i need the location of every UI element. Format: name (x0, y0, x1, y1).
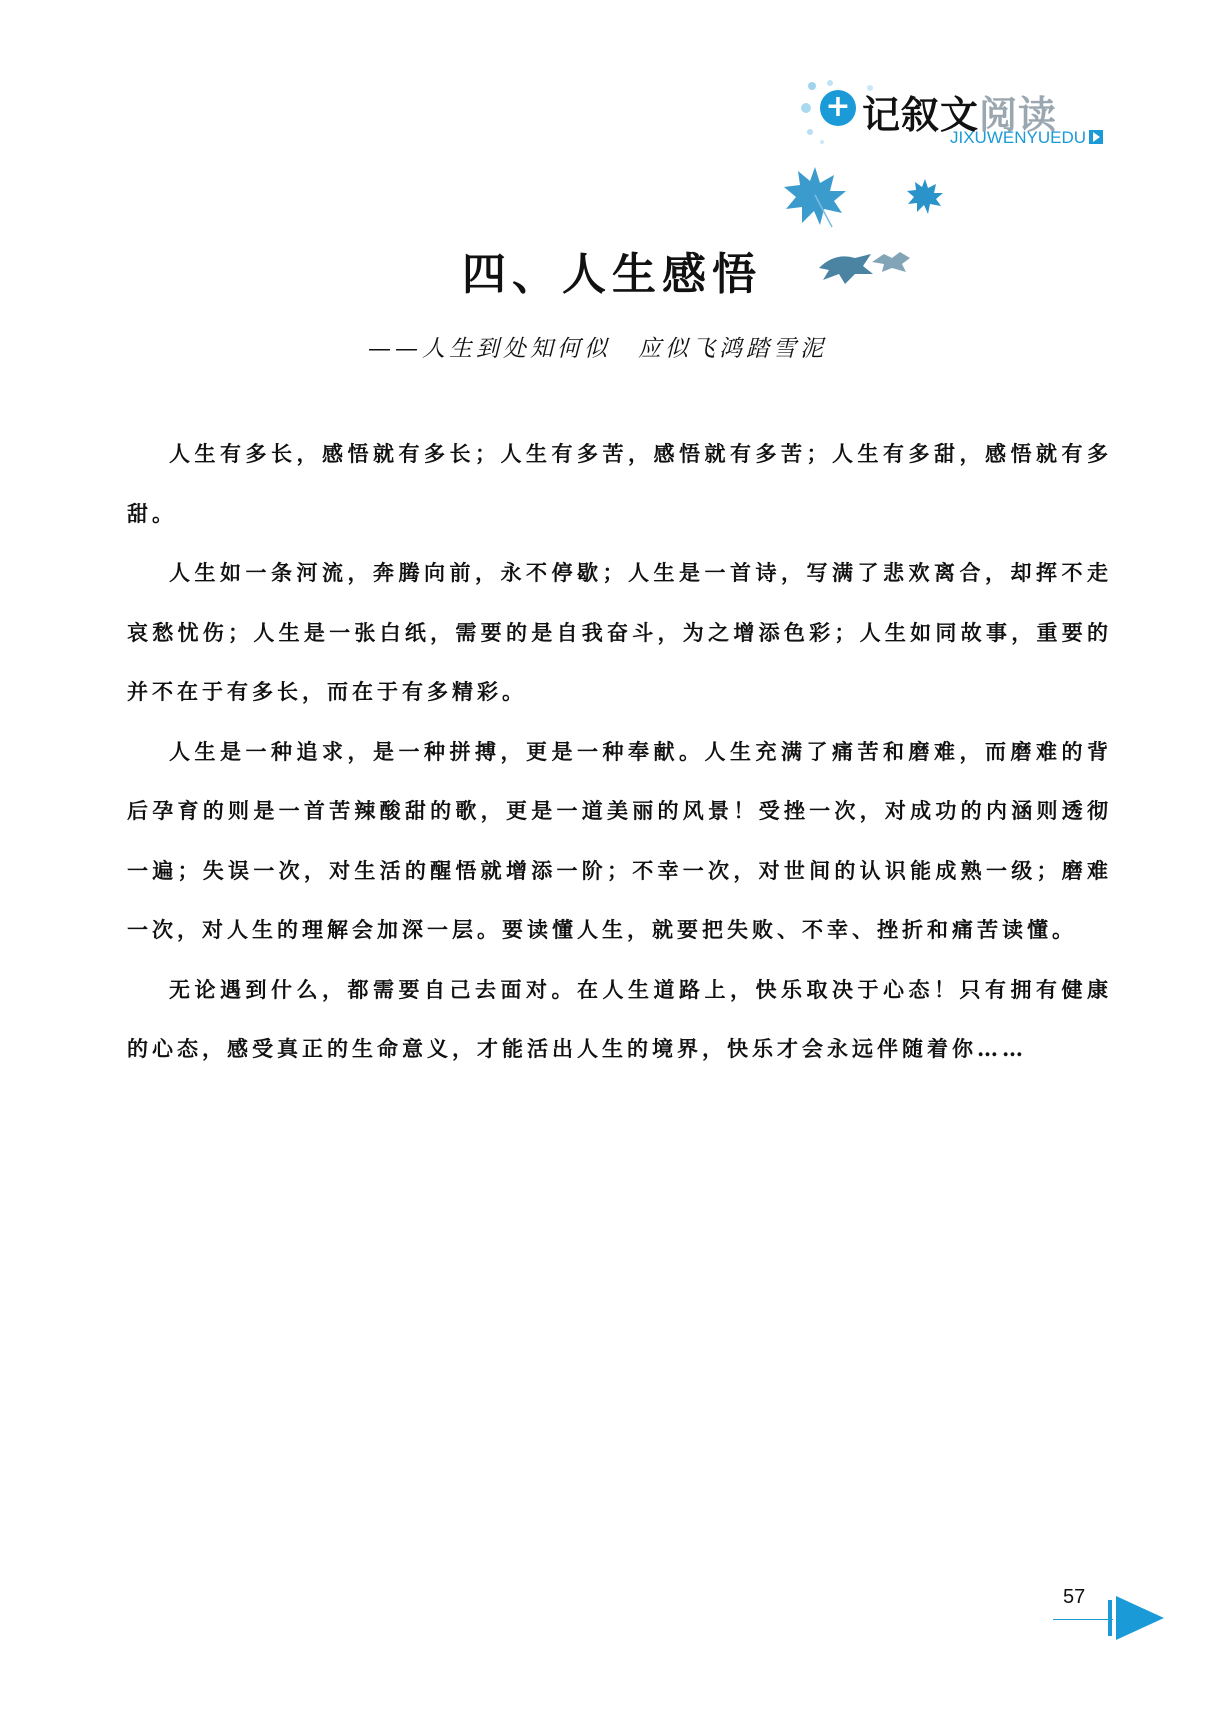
page-number-underline (1053, 1619, 1113, 1620)
article-body (127, 424, 1112, 1079)
plus-icon: + (820, 90, 856, 126)
section-pinyin (950, 128, 1103, 148)
maple-leaf-icon (780, 165, 850, 230)
paragraph-3: 人生是一种追求，是一种拼搏，更是一种奉献。人生充满了痛苦和磨难，而磨难的背后孕育的则是一首苦辣酸甜的歌，更是一道美丽的风景！受挫一次，对成功的内涵则透彻一遍；失误一次，对生活的醒悟就增添一阶；不幸一次，对世间的认识能成熟一级；磨难一次，对人生的理解会加深一层。要读懂人生，就要把失败、不幸、挫折和痛苦读懂。 (127, 738, 1112, 942)
maple-leaf-icon (905, 178, 945, 216)
section-header (800, 80, 1130, 160)
paragraph-2: 人生如一条河流，奔腾向前，永不停歇；人生是一首诗，写满了悲欢离合，却挥不走哀愁忧伤；人生是一张白纸，需要的是自我奋斗，为之增添色彩；人生如同故事，重要的并不在于有多长，而在于有多精彩。 (127, 560, 1112, 704)
section-title-light: 阅读 (979, 93, 1058, 137)
paragraph-1: 人生有多长，感悟就有多长；人生有多苦，感悟就有多苦；人生有多甜，感悟就有多甜。 (127, 441, 1112, 526)
arrow-right-icon (1089, 130, 1103, 144)
section-title-dark: 记叙文 (862, 93, 980, 137)
page-number: 57 (1063, 1586, 1086, 1608)
page-subtitle: ——人生到处知何似 应似飞鸿踏雪泥 (368, 336, 827, 362)
paragraph-4: 无论遇到什么，都需要自己去面对。在人生道路上，快乐取决于心态！只有拥有健康的心态，感受真正的生命意义，才能活出人生的境界，快乐才会永远伴随着你…… (127, 976, 1112, 1061)
page-title: 四、人生感悟 (462, 249, 762, 300)
section-pinyin-text: JIXUWENYUEDU (950, 128, 1087, 147)
arrow-right-icon (1108, 1592, 1168, 1644)
